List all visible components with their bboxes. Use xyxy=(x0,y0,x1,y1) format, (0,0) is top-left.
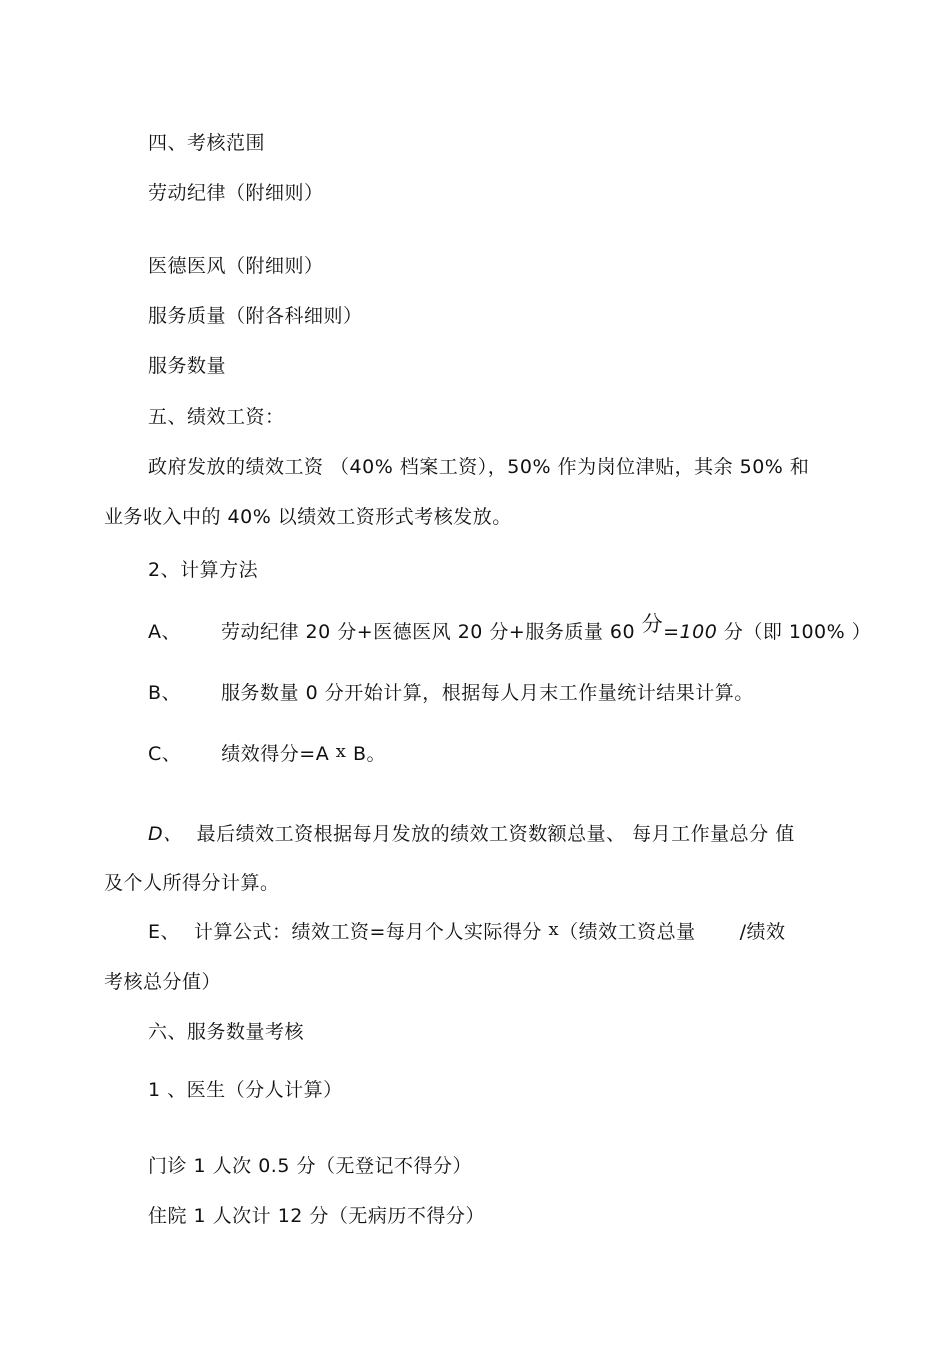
calc-item-d-line2: 及个人所得分计算。 xyxy=(104,872,280,894)
quantity-inpatient: 住院 1 人次计 12 分（无病历不得分） xyxy=(148,1205,485,1227)
item-e-text-mid: （绩效工资总量 xyxy=(559,921,696,943)
item-b-text: 服务数量 0 分开始计算，根据每人月末工作量统计结果计算。 xyxy=(221,682,754,704)
calc-item-a xyxy=(148,612,872,644)
item-c-times: x xyxy=(335,741,347,762)
quantity-outpatient: 门诊 1 人次 0.5 分（无登记不得分） xyxy=(148,1155,472,1177)
section5-paragraph-line1: 政府发放的绩效工资 （40% 档案工资），50% 作为岗位津贴，其余 50% 和 xyxy=(148,456,810,478)
item-e-text: 计算公式：绩效工资=每月个人实际得分 xyxy=(194,921,549,943)
item-a-label: A、 xyxy=(148,621,181,643)
scope-item-quantity: 服务数量 xyxy=(148,355,227,377)
calc-item-b xyxy=(148,681,754,705)
item-a-fen: 分 xyxy=(641,612,664,636)
section5-heading: 五、绩效工资： xyxy=(148,406,285,428)
item-a-text: 劳动纪律 20 分+医德医风 20 分+服务质量 60 xyxy=(221,621,642,643)
calc-item-e-line2: 考核总分值） xyxy=(104,971,222,993)
calc-item-d-line1 xyxy=(148,822,795,846)
item-a-text-end: 分（即 100% ） xyxy=(717,621,872,643)
item-e-text-end: /绩效 xyxy=(739,921,786,943)
scope-item-discipline: 劳动纪律（附细则） xyxy=(148,182,324,204)
item-d-text: 最后绩效工资根据每月发放的绩效工资数额总量、 每月工作量总分 值 xyxy=(196,823,795,845)
item-c-text: 绩效得分=A xyxy=(221,743,336,765)
item-a-equals: =100 xyxy=(663,621,718,643)
section5-paragraph-line2: 业务收入中的 40% 以绩效工资形式考核发放。 xyxy=(104,506,512,528)
item-b-label: B、 xyxy=(148,682,182,704)
section6-heading: 六、服务数量考核 xyxy=(148,1021,305,1043)
item-e-label: E、 xyxy=(148,921,181,943)
item-c-text-end: B。 xyxy=(346,743,386,765)
scope-item-quality: 服务质量（附各科细则） xyxy=(148,305,363,327)
calc-item-c xyxy=(148,742,386,767)
item-c-label: C、 xyxy=(148,743,182,765)
item-e-times: x xyxy=(548,919,560,940)
scope-item-ethics: 医德医风（附细则） xyxy=(148,255,324,277)
calc-heading: 2、计算方法 xyxy=(148,559,259,581)
calc-item-e-line1 xyxy=(148,920,786,945)
section4-heading: 四、考核范围 xyxy=(148,132,266,154)
item-d-label: D、 xyxy=(148,823,183,845)
section6-sub1: 1 、医生（分人计算） xyxy=(148,1079,343,1101)
